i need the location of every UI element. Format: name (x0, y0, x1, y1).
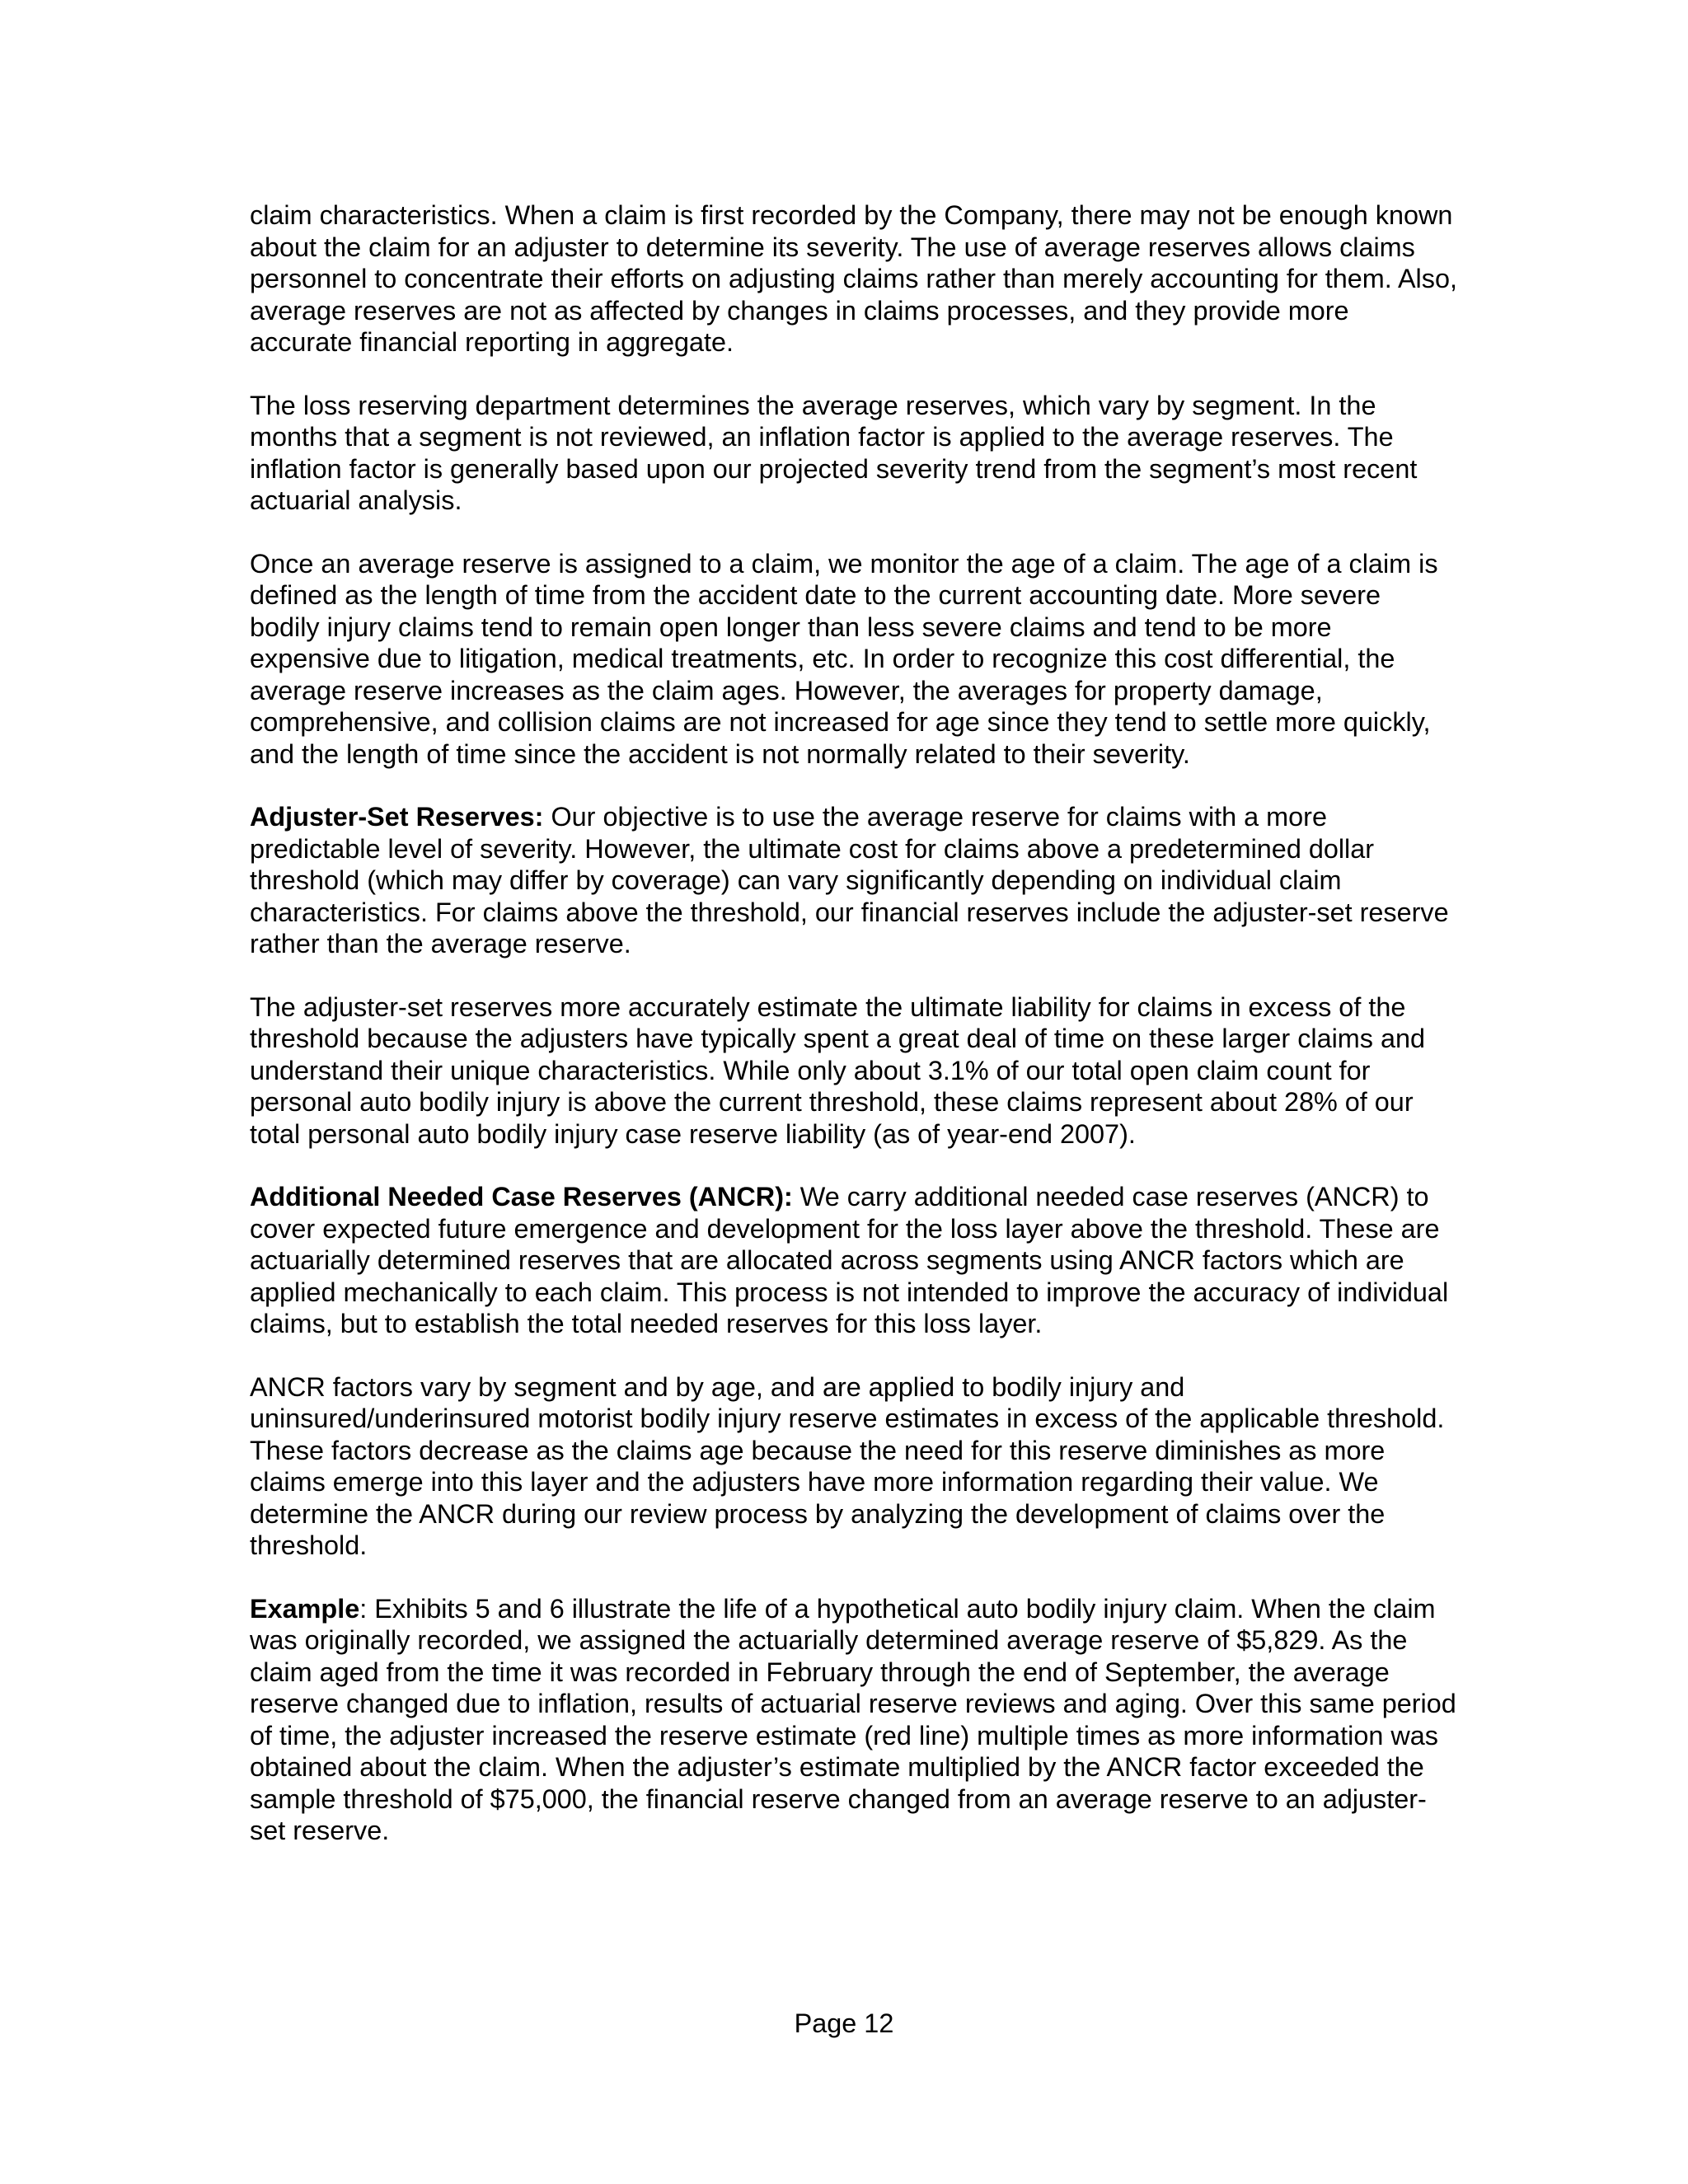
paragraph-text: claim characteristics. When a claim is first recorded by the Company, there may not be enough known about the claim for an adjuster to determine its severity. The use of average reserves allows claims personnel to concentrate their efforts on adjusting claims rather than merely accounting for them. Also, average reserves are not as affected by changes in claims processes, and they provide more accurate financial reporting in aggregate. (250, 200, 1457, 357)
section-heading-adjuster-set-reserves: Adjuster-Set Reserves: (250, 802, 544, 832)
paragraph-adjuster-set-reserves (250, 801, 1457, 960)
paragraph-adjuster-set-accuracy (250, 991, 1457, 1151)
paragraph-text: : Exhibits 5 and 6 illustrate the life of a hypothetical auto bodily injury claim. When the claim was originally recorded, we assigned the actuarially determined average reserve of $5,829. As the claim aged from the time it was recorded in February through the end of September, the average reserve changed due to inflation, results of actuarial reserve reviews and aging. Over this same period of time, the adjuster increased the reserve estimate (red line) multiple times as more information was obtained about the claim. When the adjuster’s estimate multiplied by the ANCR factor exceeded the sample threshold of $75,000, the financial reserve changed from an average reserve to an adjuster-set reserve. (250, 1593, 1456, 1845)
page-number: Page 12 (794, 2008, 894, 2038)
paragraph-example (250, 1593, 1457, 1847)
paragraph-ancr-factors (250, 1371, 1457, 1562)
paragraph-text: We carry additional needed case reserves (ANCR) to cover expected future emergence and development for the loss layer above the threshold. These are actuarially determined reserves that are allocated across segments using ANCR factors which are applied mechanically to each claim. This process is not intended to improve the accuracy of individual claims, but to establish the total needed reserves for this loss layer. (250, 1182, 1449, 1338)
section-heading-ancr: Additional Needed Case Reserves (ANCR): (250, 1182, 793, 1212)
document-body (250, 199, 1457, 1847)
paragraph-text: The loss reserving department determines the average reserves, which vary by segment. In the months that a segment is not reviewed, an inflation factor is applied to the average reserves. The inflation factor is generally based upon our projected severity trend from the segment’s most recent actuarial analysis. (250, 390, 1418, 515)
paragraph-ancr (250, 1181, 1457, 1340)
paragraph-loss-reserving-department (250, 390, 1457, 517)
paragraph-text: The adjuster-set reserves more accurately estimate the ultimate liability for claims in excess of the threshold because the adjusters have typically spent a great deal of time on these larger claims and understand their unique characteristics. While only about 3.1% of our total open claim count for personal auto bodily injury is above the current threshold, these claims represent about 28% of our total personal auto bodily injury case reserve liability (as of year-end 2007). (250, 991, 1426, 1149)
paragraph-claim-age (250, 548, 1457, 771)
paragraph-text: Our objective is to use the average reserve for claims with a more predictable level of severity. However, the ultimate cost for claims above a predetermined dollar threshold (which may differ by coverage) can vary significantly depending on individual claim characteristics. For claims above the threshold, our financial reserves include the adjuster-set reserve rather than the average reserve. (250, 802, 1449, 958)
paragraph-text: ANCR factors vary by segment and by age, and are applied to bodily injury and uninsured/underinsured motorist bodily injury reserve estimates in excess of the applicable threshold. These factors decrease as the claims age because the need for this reserve diminishes as more claims emerge into this layer and the adjusters have more information regarding their value. We determine the ANCR during our review process by analyzing the development of claims over the threshold. (250, 1371, 1445, 1560)
paragraph-average-reserves-intro (250, 199, 1457, 359)
paragraph-text: Once an average reserve is assigned to a claim, we monitor the age of a claim. The age of a claim is defined as the length of time from the accident date to the current accounting date. More severe bodily injury claims tend to remain open longer than less severe claims and tend to be more expensive due to litigation, medical treatments, etc. In order to recognize this cost differential, the average reserve increases as the claim ages. However, the averages for property damage, comprehensive, and collision claims are not increased for age since they tend to settle more quickly, and the length of time since the accident is not normally related to their severity. (250, 548, 1438, 769)
section-heading-example: Example (250, 1593, 360, 1624)
